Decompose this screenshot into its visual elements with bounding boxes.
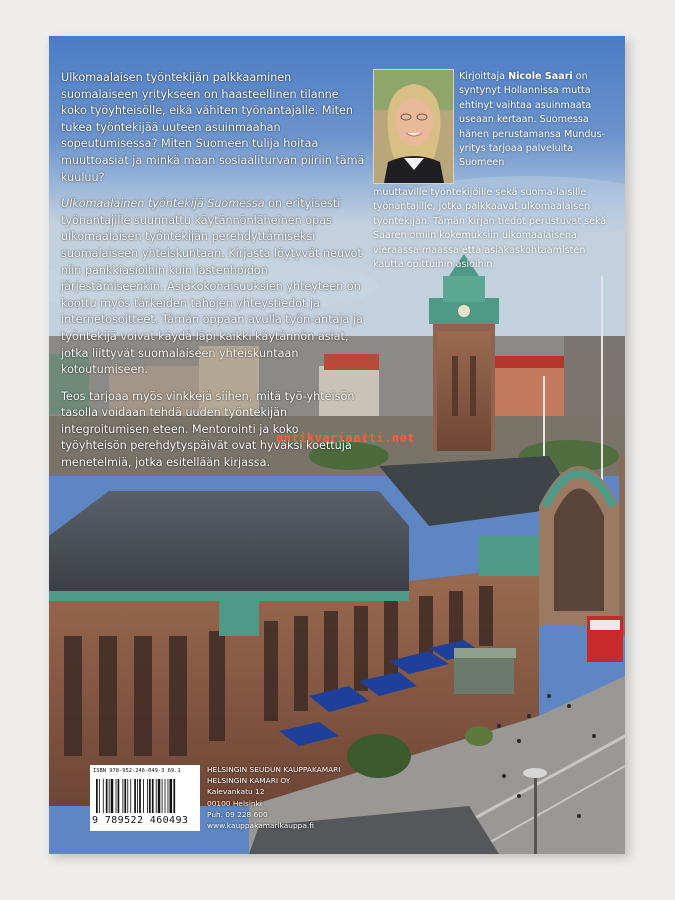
publisher-line-1: HELSINGIN SEUDUN KAUPPAKAMARI	[207, 765, 341, 774]
publisher-phone: Puh. 09 228 600	[207, 809, 268, 819]
blurb-paragraph-2-text: on erityisesti työnantajille suunnattu käytännönläheinen opas ulkomaalaisen työntekijän perehdyttämiseksi suomalaiseen yhteiskuntaan. Kirjasta löytyvät neuvot niin pankkiasioihin kuin lastenhoidon järjestämiseenkin. Asiakokonaisuuksien yhteyteen on koottu myös tärkeiden tahojen yhteystiedot ja internetosoitteet. Tämän oppaan avulla työn-antaja ja työntekijä voivat käydä läpi kaikki käytännön asiat, jotka liittyvät suomalaiseen yhteiskuntaan kotoutumiseen.	[61, 197, 363, 377]
blurb-paragraph-1: Ulkomaalaisen työntekijän palkkaaminen suomalaiseen yritykseen on haasteellinen tilanne koko työyhteisölle, eikä vähiten työnantajalle. Miten tukea työntekijää uuteen asuinmaahan sopeutumisessa? Miten Suomeen tulija hoitaa muuttoasiat ja minkä maan sosiaaliturvan piiriin tämä kuuluu?	[61, 71, 365, 184]
watermark: antikvariaatti.net	[276, 431, 416, 445]
barcode-digits: 9 789522 460493	[92, 815, 189, 826]
author-intro-text: on syntynyt Hollannissa mutta ehtinyt vaihtaa asuinmaata useaan kertaan. Suomessa hänen perustamansa Mundus-yritys tarjoaa palveluita Suomeen	[459, 71, 606, 169]
publisher-postcode: 00100 Helsinki	[207, 798, 262, 808]
blurb-paragraph-2	[61, 196, 365, 379]
barcode-label	[90, 765, 200, 831]
barcode	[94, 779, 196, 813]
author-name: Nicole Saari	[508, 71, 573, 82]
blurb-paragraph-3: Teos tarjoaa myös vinkkejä siihen, mitä työ-yhteisön tasolla voidaan tehdä uuden työntekijän integroitumisen eteen. Mentorointi ja koko työyhteisön perehdytyspäivät ovat hyväksi koettuja menetelmiä, jotka esitellään kirjassa.	[61, 389, 355, 470]
publisher-address: Kalevankatu 12	[207, 787, 265, 797]
isbn-text: ISBN 978-952-246-049-3 69.1	[93, 768, 181, 774]
author-photo	[373, 69, 454, 184]
publisher-website: www.kauppakamarikauppa.fi	[207, 821, 314, 831]
publisher-info	[207, 764, 340, 831]
book-title-italic: Ulkomaalainen työntekijä Suomessa	[61, 197, 265, 211]
author-bio: muuttaville työntekijöille sekä suoma-laisille työnantajille, jotka palkkaavat ulkomaalaisen työntekijän. Tämän kirjan tiedot perustuvat sekä Saaren omiin kokemuksiin ulkomaalaisena vieraassa maassa että asiakaskohtaamisten kautta opittuihin asioihin.	[373, 187, 607, 271]
author-intro	[459, 70, 619, 171]
back-cover-blurb	[61, 70, 365, 472]
author-lead: Kirjoittaja	[459, 71, 509, 82]
book-back-cover	[49, 36, 625, 854]
publisher-line-2: HELSINGIN KAMARI OY	[207, 776, 291, 786]
